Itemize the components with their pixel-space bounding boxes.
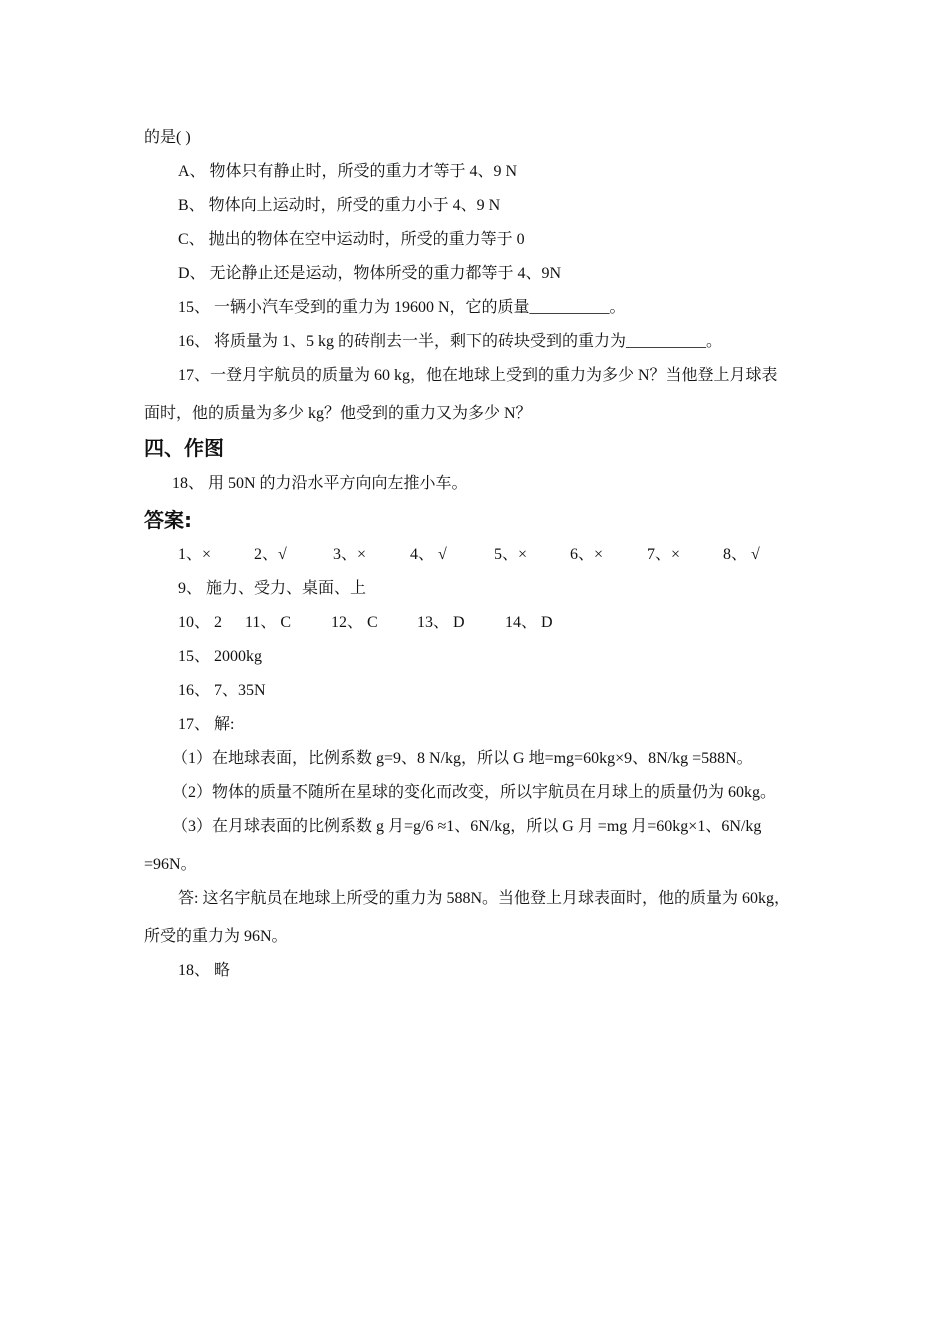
answer-17-part-1: （1）在地球表面，比例系数 g=9、8 N/kg，所以 G 地=mg=60kg×9、8N/kg =588N。 (172, 750, 753, 767)
answer-item: 14、 D (505, 614, 553, 631)
q14-option-a: A、 物体只有静止时，所受的重力才等于 4、9 N (178, 163, 518, 180)
answer-item: 12、 C (331, 614, 378, 631)
section-4-heading: 四、作图 (144, 436, 224, 460)
answers-row-3 (178, 613, 598, 633)
q14-option-d: D、 无论静止还是运动，物体所受的重力都等于 4、9N (178, 265, 562, 282)
answer-17-part-2: （2）物体的质量不随所在星球的变化而改变，所以宇航员在月球上的质量仍为 60kg。 (172, 784, 777, 801)
answer-9: 9、 施力、受力、桌面、上 (178, 580, 367, 597)
question-15: 15、 一辆小汽车受到的重力为 19600 N，它的质量__________。 (178, 299, 626, 316)
q14-stem-tail: 的是( ) (144, 129, 191, 146)
answers-row-1 (178, 545, 798, 565)
answer-item: 7、× (647, 546, 681, 563)
answer-17-part-3-line1: （3）在月球表面的比例系数 g 月=g/6 ≈1、6N/kg，所以 G 月 =mg 月=60kg×1、6N/kg (172, 818, 762, 835)
answer-item: 13、 D (417, 614, 465, 631)
answer-item: 8、 √ (723, 546, 760, 563)
answers-heading: 答案: (144, 508, 192, 532)
answer-item: 3、× (333, 546, 367, 563)
answer-item: 1、× (178, 546, 212, 563)
question-18: 18、 用 50N 的力沿水平方向向左推小车。 (172, 475, 468, 492)
answer-17-conclusion-line2: 所受的重力为 96N。 (144, 928, 288, 945)
answer-16: 16、 7、35N (178, 682, 266, 699)
answer-item: 11、 C (245, 614, 292, 631)
answer-item: 2、√ (254, 546, 287, 563)
q14-option-c: C、 抛出的物体在空中运动时，所受的重力等于 0 (178, 231, 525, 248)
answer-17-conclusion-line1: 答: 这名宇航员在地球上所受的重力为 588N。当他登上月球表面时，他的质量为 60kg， (178, 890, 791, 907)
question-17-line2: 面时，他的质量为多少 kg？他受到的重力又为多少 N？ (144, 405, 532, 422)
answer-18: 18、 略 (178, 962, 231, 979)
q14-option-b: B、 物体向上运动时，所受的重力小于 4、9 N (178, 197, 501, 214)
question-17-line1: 17、一登月宇航员的质量为 60 kg，他在地球上受到的重力为多少 N？当他登上月球表 (178, 367, 778, 384)
answer-15: 15、 2000kg (178, 648, 263, 665)
answer-item: 10、 2 (178, 614, 223, 631)
answer-item: 5、× (494, 546, 528, 563)
answer-item: 4、 √ (410, 546, 447, 563)
answer-17-part-3-line2: =96N。 (144, 856, 197, 873)
answer-17-title: 17、 解: (178, 716, 235, 733)
answer-item: 6、× (570, 546, 604, 563)
question-16: 16、 将质量为 1、5 kg 的砖削去一半，剩下的砖块受到的重力为__________。 (178, 333, 723, 350)
